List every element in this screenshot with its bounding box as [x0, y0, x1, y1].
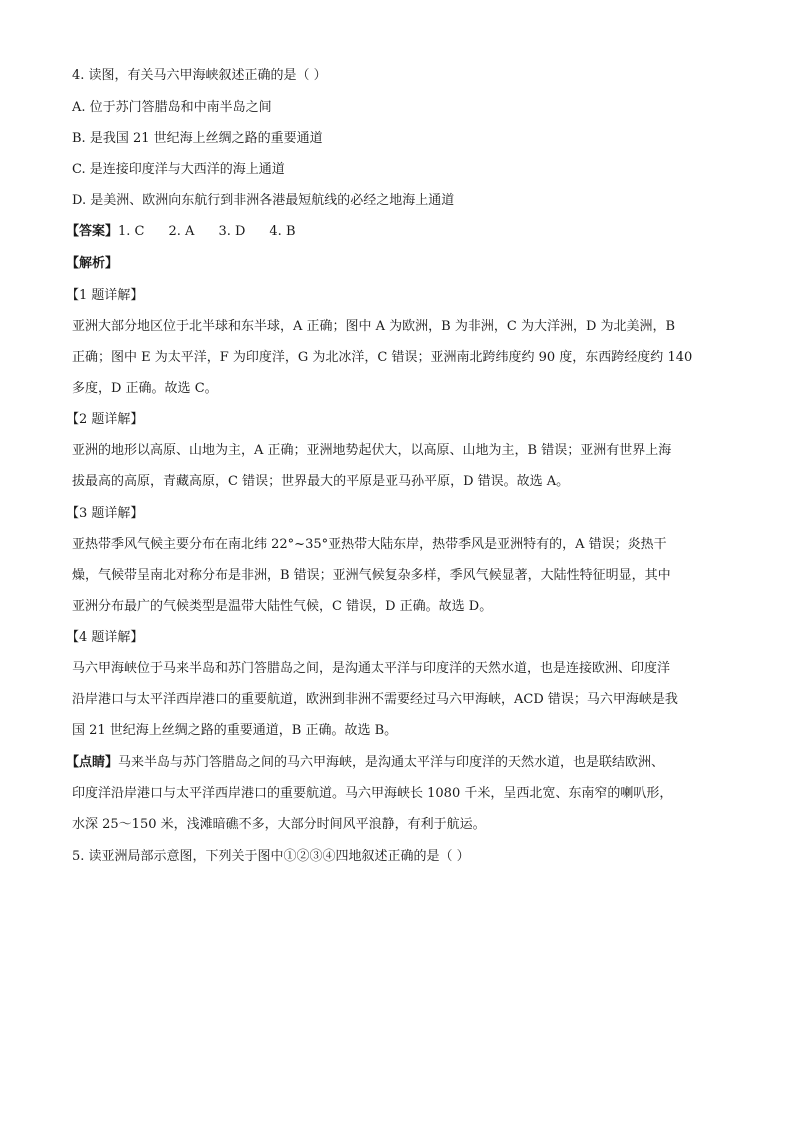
detail-4-line: 沿岸港口与太平洋西岸港口的重要航道，欧洲到非洲不需要经过马六甲海峡，ACD 错误；马六甲海峡是我 [72, 692, 678, 707]
detail-3-line: 亚热带季风气候主要分布在南北纬 22°~35°亚热带大陆东岸，热带季风是亚洲特有的，A 错误；炎热干 [72, 537, 667, 552]
detail-2-line: 拔最高的高原，青藏高原，C 错误；世界最大的平原是亚马孙平原，D 错误。故选 A。 [72, 474, 570, 489]
detail-4-title: 【4 题详解】 [66, 630, 144, 645]
detail-1-line: 亚洲大部分地区位于北半球和东半球，A 正确；图中 A 为欧洲，B 为非洲，C 为大洋洲，D 为北美洲，B [72, 319, 676, 334]
question-4-option-b: B. 是我国 21 世纪海上丝绸之路的重要通道 [72, 131, 323, 146]
detail-4-line: 国 21 世纪海上丝绸之路的重要通道，B 正确。故选 B。 [72, 723, 398, 738]
detail-1-line: 正确；图中 E 为太平洋，F 为印度洋，G 为北冰洋，C 错误；亚洲南北跨纬度约 90 度，东西跨经度约 140 [72, 350, 693, 365]
dianjing-line: 印度洋沿岸港口与太平洋西岸港口的重要航道。马六甲海峡长 1080 千米，呈西北宽、东南窄的喇叭形， [72, 786, 673, 801]
answer-item: 4. B [269, 224, 296, 239]
answer-item: 3. D [218, 224, 246, 239]
question-4-option-a: A. 位于苏门答腊岛和中南半岛之间 [72, 100, 272, 115]
dianjing-line [66, 755, 716, 771]
detail-3-line: 燥，气候带呈南北对称分布是非洲，B 错误；亚洲气候复杂多样，季风气候显著，大陆性特征明显，其中 [72, 568, 671, 583]
detail-1-title: 【1 题详解】 [66, 288, 144, 303]
answer-item: 1. C [118, 224, 145, 239]
detail-2-line: 亚洲的地形以高原、山地为主，A 正确；亚洲地势起伏大，以高原、山地为主，B 错误；亚洲有世界上海 [72, 443, 672, 458]
dianjing-line: 水深 25～150 米，浅滩暗礁不多，大部分时间风平浪静，有利于航运。 [72, 817, 486, 832]
question-4-option-d: D. 是美洲、欧洲向东航行到非洲各港最短航线的必经之地海上通道 [72, 193, 455, 208]
detail-1-line: 多度，D 正确。故选 C。 [72, 381, 218, 396]
question-4-stem: 4. 读图，有关马六甲海峡叙述正确的是（ ） [72, 68, 327, 83]
dianjing-label: 【点睛】 [66, 755, 119, 770]
answer-label: 【答案】 [66, 224, 119, 239]
answer-line [66, 224, 716, 240]
detail-3-title: 【3 题详解】 [66, 506, 144, 521]
detail-4-line: 马六甲海峡位于马来半岛和苏门答腊岛之间，是沟通太平洋与印度洋的天然水道，也是连接欧洲、印度洋 [72, 661, 671, 676]
question-5-stem: 5. 读亚洲局部示意图，下列关于图中①②③④四地叙述正确的是（ ） [72, 849, 470, 864]
detail-3-line: 亚洲分布最广的气候类型是温带大陆性气候，C 错误，D 正确。故选 D。 [72, 599, 493, 614]
question-4-option-c: C. 是连接印度洋与大西洋的海上通道 [72, 162, 285, 177]
detail-2-title: 【2 题详解】 [66, 412, 144, 427]
dianjing-text: 马来半岛与苏门答腊岛之间的马六甲海峡，是沟通太平洋与印度洋的天然水道，也是联结欧洲、 [118, 755, 665, 770]
answer-item: 2. A [168, 224, 195, 239]
analysis-label: 【解析】 [66, 256, 119, 271]
